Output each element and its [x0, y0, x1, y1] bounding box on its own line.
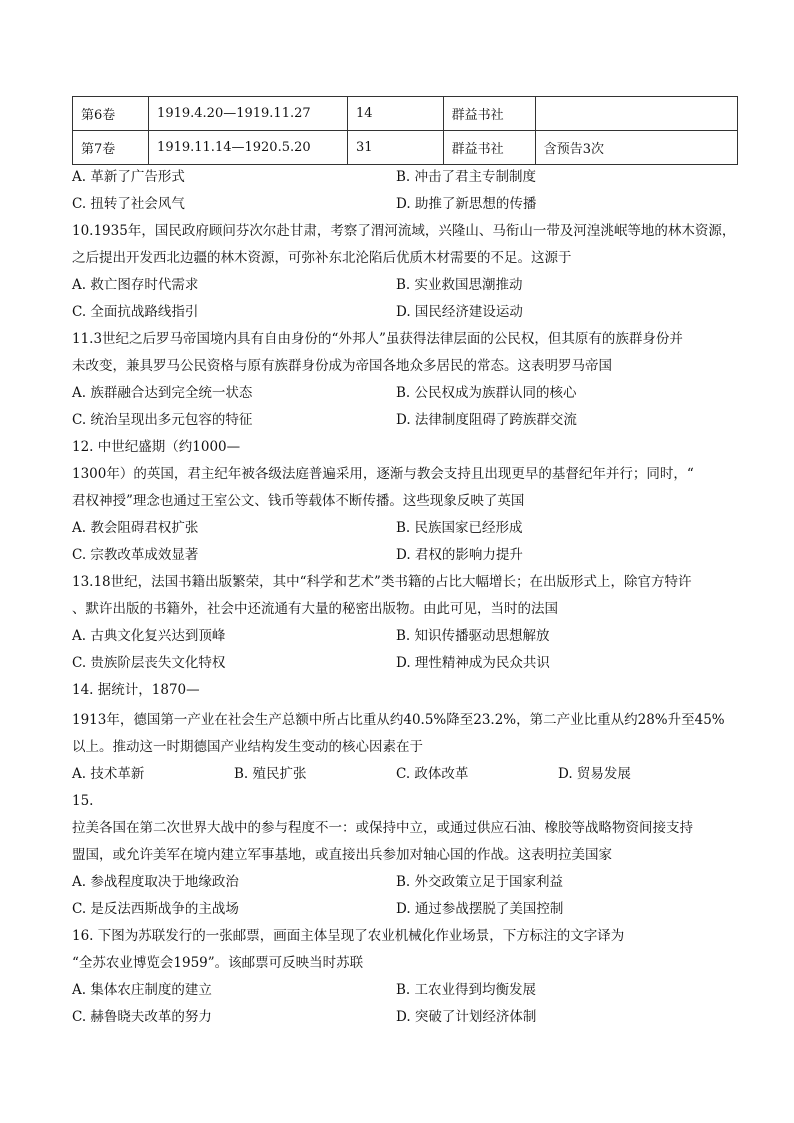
q13-stem-line: 、默许出版的书籍外，社会中还流通有大量的秘密出版物。由此可见，当时的法国: [72, 601, 558, 617]
q15-option-b[interactable]: B. 外交政策立足于国家利益: [396, 874, 564, 890]
q13-option-a[interactable]: A. 古典文化复兴达到顶峰: [72, 628, 226, 644]
q16-option-b[interactable]: B. 工农业得到均衡发展: [396, 982, 537, 998]
q10-stem-line: 之后提出开发西北边疆的林木资源，可弥补东北沦陷后优质木材需要的不足。这源于: [72, 250, 572, 266]
q12-option-c[interactable]: C. 宗教改革成效显著: [72, 547, 199, 563]
q12-option-a[interactable]: A. 教会阻碍君权扩张: [72, 520, 199, 536]
q11-option-c[interactable]: C. 统治呈现出多元包容的特征: [72, 412, 253, 428]
q9-option-a[interactable]: A. 革新了广告形式: [72, 169, 185, 185]
q9-option-b[interactable]: B. 冲击了君主专制制度: [396, 169, 537, 185]
q15-stem-line: 盟国，或允许美军在境内建立军事基地，或直接出兵参加对轴心国的作战。这表明拉美国家: [72, 847, 612, 863]
q14-option-b[interactable]: B. 殖民扩张: [234, 766, 307, 782]
q11-stem-line: 11.3世纪之后罗马帝国境内具有自由身份的“外邦人”虽获得法律层面的公民权，但其原有的族群身份并: [72, 331, 683, 347]
table-cell: 群益书社: [443, 97, 535, 131]
q15-option-c[interactable]: C. 是反法西斯战争的主战场: [72, 901, 239, 917]
q15-option-d[interactable]: D. 通过参战摆脱了美国控制: [396, 901, 564, 917]
q14-stem-line: 1913年，德国第一产业在社会生产总额中所占比重从约40.5%降至23.2%，第二产业比重从约28%升至45%: [72, 712, 725, 728]
q16-stem-line: “全苏农业博览会1959”。该邮票可反映当时苏联: [72, 955, 364, 971]
q10-option-d[interactable]: D. 国民经济建设运动: [396, 304, 523, 320]
q16-option-c[interactable]: C. 赫鲁晓夫改革的努力: [72, 1009, 212, 1025]
q11-option-b[interactable]: B. 公民权成为族群认同的核心: [396, 385, 577, 401]
q12-option-d[interactable]: D. 君权的影响力提升: [396, 547, 523, 563]
table-cell: 14: [347, 97, 443, 131]
q13-option-b[interactable]: B. 知识传播驱动思想解放: [396, 628, 550, 644]
q13-option-d[interactable]: D. 理性精神成为民众共识: [396, 655, 550, 671]
q11-option-a[interactable]: A. 族群融合达到完全统一状态: [72, 385, 253, 401]
q14-stem-line: 14. 据统计，1870—: [72, 682, 200, 698]
publication-table: [72, 96, 738, 165]
q14-option-d[interactable]: D. 贸易发展: [558, 766, 631, 782]
table-cell: 含预告3次: [535, 131, 737, 165]
q16-option-d[interactable]: D. 突破了计划经济体制: [396, 1009, 537, 1025]
q12-stem-line: 12. 中世纪盛期（约1000—: [72, 439, 241, 455]
q16-stem-line: 16. 下图为苏联发行的一张邮票，画面主体呈现了农业机械化作业场景，下方标注的文字译为: [72, 928, 625, 944]
table-cell: 第7卷: [73, 131, 149, 165]
q15-option-a[interactable]: A. 参战程度取决于地缘政治: [72, 874, 239, 890]
table-cell: [535, 97, 737, 131]
q16-option-a[interactable]: A. 集体农庄制度的建立: [72, 982, 212, 998]
q11-option-d[interactable]: D. 法律制度阻碍了跨族群交流: [396, 412, 577, 428]
q10-option-c[interactable]: C. 全面抗战路线指引: [72, 304, 199, 320]
q10-option-a[interactable]: A. 救亡图存时代需求: [72, 277, 199, 293]
q12-stem-line: 君权神授”理念也通过王室公文、钱币等载体不断传播。这些现象反映了英国: [72, 493, 525, 509]
q10-stem-line: 10.1935年，国民政府顾问芬次尔赴甘肃，考察了渭河流域，兴隆山、马衔山一带及河湟洮岷等地的林木资源，: [72, 223, 736, 239]
q15-stem-line: 15.: [72, 793, 94, 809]
q12-stem-line: 1300年）的英国，君主纪年被各级法庭普遍采用，逐渐与教会支持且出现更早的基督纪年并行；同时，“: [72, 466, 694, 482]
q14-stem-line: 以上。推动这一时期德国产业结构发生变动的核心因素在于: [72, 739, 423, 755]
q14-option-c[interactable]: C. 政体改革: [396, 766, 469, 782]
q12-option-b[interactable]: B. 民族国家已经形成: [396, 520, 523, 536]
q10-option-b[interactable]: B. 实业救国思潮推动: [396, 277, 523, 293]
q15-stem-line: 拉美各国在第二次世界大战中的参与程度不一：或保持中立，或通过供应石油、橡胶等战略物资间接支持: [72, 820, 693, 836]
table-row: [73, 97, 738, 131]
table-cell: 31: [347, 131, 443, 165]
q13-stem-line: 13.18世纪，法国书籍出版繁荣，其中“科学和艺术”类书籍的占比大幅增长；在出版形式上，除官方特许: [72, 574, 692, 590]
q13-option-c[interactable]: C. 贵族阶层丧失文化特权: [72, 655, 226, 671]
table-row: [73, 131, 738, 165]
table-cell: 群益书社: [443, 131, 535, 165]
table-cell: 第6卷: [73, 97, 149, 131]
q14-option-a[interactable]: A. 技术革新: [72, 766, 145, 782]
table-cell: 1919.11.14—1920.5.20: [149, 131, 348, 165]
q11-stem-line: 未改变，兼具罗马公民资格与原有族群身份成为帝国各地众多居民的常态。这表明罗马帝国: [72, 358, 612, 374]
q9-option-d[interactable]: D. 助推了新思想的传播: [396, 196, 537, 212]
table-cell: 1919.4.20—1919.11.27: [149, 97, 348, 131]
q9-option-c[interactable]: C. 扭转了社会风气: [72, 196, 185, 212]
